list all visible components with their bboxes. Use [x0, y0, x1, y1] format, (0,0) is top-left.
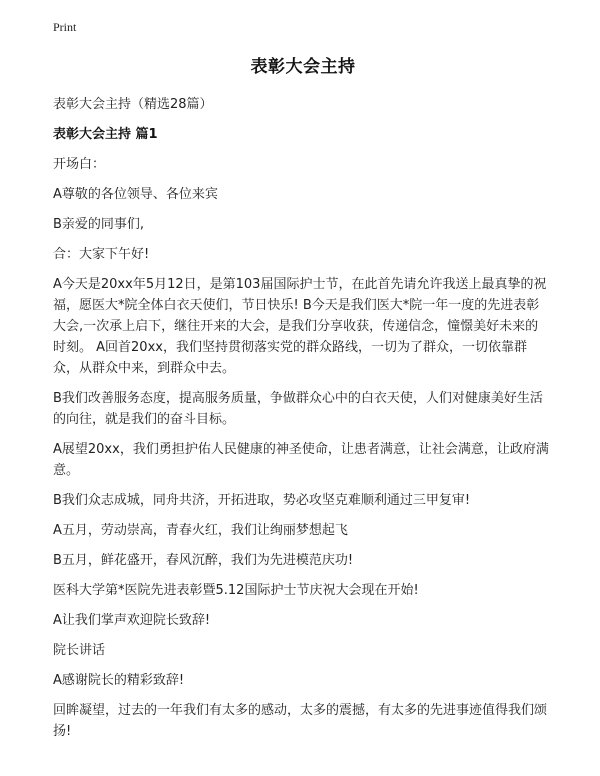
- paragraph-dean-speech: 院长讲话: [53, 643, 106, 658]
- paragraph-unity: B我们众志成城，同舟共济，开拓进取，势必攻坚克难顺利通过三甲复审!: [53, 493, 471, 508]
- paragraph-introduction: A今天是20xx年5月12日，是第103届国际护士节，在此首先请允许我送上最真挚的祝福，愿医大*院全体白衣天使们，节日快乐! B今天是我们医大*院一年一度的先进表彰大会,一次承上启下，继往开来的大会，是我们分享收获，传递信念，憧憬美好未来的时刻。 A回首20xx，我们坚持贯彻落实党的群众路线，一切为了群众，一切依靠群众，从群众中来，到群众中去。: [53, 277, 547, 376]
- paragraph-service: B我们改善服务态度，提高服务质量，争做群众心中的白衣天使，人们对健康美好生活的向往，就是我们的奋斗目标。: [53, 391, 543, 427]
- paragraph-welcome-dean: A让我们掌声欢迎院长致辞!: [53, 613, 211, 628]
- paragraph-greeting-together: 合：大家下午好!: [53, 247, 150, 262]
- document-subtitle: 表彰大会主持（精选28篇）: [53, 97, 213, 112]
- document-body: [53, 154, 549, 751]
- print-link[interactable]: Print: [53, 20, 77, 34]
- paragraph-opening-label: 开场白：: [53, 157, 106, 172]
- paragraph-thanks-dean: A感谢院长的精彩致辞!: [53, 673, 185, 688]
- paragraph-may-b: B五月，鲜花盛开，春风沉醉，我们为先进模范庆功!: [53, 553, 354, 568]
- paragraph-may-a: A五月，劳动崇高，青春火红，我们让绚丽梦想起飞: [53, 523, 348, 538]
- page-title: 表彰大会主持: [250, 57, 356, 77]
- paragraph-opening-announcement: 医科大学第*医院先进表彰暨5.12国际护士节庆祝大会现在开始!: [53, 583, 419, 598]
- paragraph-outlook: A展望20xx，我们勇担护佑人民健康的神圣使命，让患者满意，让社会满意，让政府满意。: [53, 442, 549, 478]
- paragraph-greeting-a: A尊敬的各位领导、各位来宾: [53, 187, 218, 202]
- section-heading: 表彰大会主持 篇1: [53, 127, 158, 142]
- paragraph-greeting-b: B亲爱的同事们,: [53, 217, 145, 232]
- paragraph-retrospective: 回眸凝望，过去的一年我们有太多的感动，太多的震撼，有太多的先进事迹值得我们颂扬!: [53, 703, 548, 739]
